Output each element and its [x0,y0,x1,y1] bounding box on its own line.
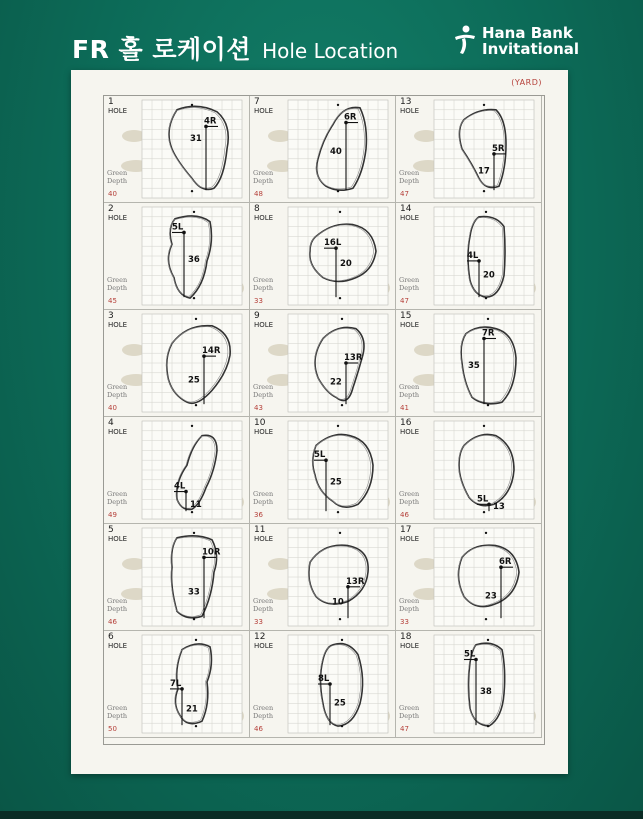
green-depth-value: 46 [108,618,117,626]
hole-card-9 [250,310,396,417]
hole-card-8 [250,203,396,310]
hole-label: HOLE [108,107,128,115]
hole-card-1 [104,96,250,203]
green-depth-value: 45 [108,297,117,305]
green-depth-label [253,490,273,506]
reference-point [483,104,485,106]
green-depth-word-1: Green [399,597,420,605]
hole-number: 11 [254,525,266,535]
green-depth-word-2: Depth [253,177,274,185]
green-depth-value: 43 [254,404,263,412]
green-grid [142,528,242,626]
reference-point [487,639,489,641]
reference-point [485,618,487,620]
reference-point [483,190,485,192]
hole-number: 8 [254,204,260,214]
hole-label: HOLE [254,642,274,650]
hole-label: HOLE [400,535,420,543]
pin-offset-label: 16L [324,238,342,249]
pin-offset-label: 5L [477,494,489,505]
green-depth-label [399,597,419,613]
hole-card-2 [104,203,250,310]
green-grid [434,100,534,198]
hole-number: 1 [108,97,114,107]
green-depth-label [399,276,419,292]
reference-point [191,511,193,513]
green-depth-label [107,383,127,399]
hole-label: HOLE [254,107,274,115]
hole-number: 16 [400,418,412,428]
pin-depth-label: 38 [480,686,492,697]
green-depth-value: 47 [400,297,409,305]
pin-offset-label: 13R [344,353,363,363]
hole-number: 3 [108,311,114,321]
reference-point [485,532,487,534]
pin-offset-label: 5R [492,143,505,154]
hole-label: HOLE [108,535,128,543]
reference-point [193,297,195,299]
pin-depth-label: 17 [478,166,490,177]
reference-point [341,404,343,406]
reference-point [485,297,487,299]
green-depth-value: 46 [254,725,263,733]
pin-offset-label: 4L [174,481,186,492]
reference-point [193,211,195,213]
hole-label: HOLE [400,107,420,115]
hole-card-3 [104,310,250,417]
pin-depth-label: 25 [334,698,346,709]
pin-offset-label: 8L [318,674,330,684]
hole-number: 18 [400,632,412,642]
green-depth-value: 47 [400,190,409,198]
green-depth-word-1: Green [107,276,128,284]
green-depth-label [253,597,273,613]
green-grid [288,635,388,733]
brand-logo [452,24,579,58]
reference-point [483,511,485,513]
green-depth-value: 41 [400,404,409,412]
hole-card-6 [104,631,250,738]
green-depth-label [253,169,273,185]
green-depth-word-2: Depth [399,391,420,399]
reference-point [339,297,341,299]
hole-label: HOLE [108,428,128,436]
hole-card-12 [250,631,396,738]
pin-offset-label: 7R [482,328,495,339]
pin-depth-label: 40 [330,146,342,157]
reference-point [193,532,195,534]
reference-point [193,618,195,620]
reference-point [339,532,341,534]
green-depth-word-2: Depth [399,605,420,613]
reference-point [341,639,343,641]
hana-bank-logo-icon [452,24,478,58]
green-depth-word-2: Depth [399,177,420,185]
green-depth-label [107,597,127,613]
brand-line-1: Hana Bank [482,24,573,42]
pin-depth-label: 23 [485,591,497,602]
green-depth-word-1: Green [107,704,128,712]
green-depth-word-2: Depth [253,284,274,292]
pin-depth-label: 21 [186,704,198,715]
pin-offset-label: 7L [170,678,182,689]
green-depth-word-2: Depth [107,498,128,506]
pin-depth-label: 25 [188,375,200,386]
green-depth-label [253,704,273,720]
green-depth-value: 40 [108,404,117,412]
hole-card-14 [396,203,542,310]
hole-card-18 [396,631,542,738]
page-title [72,30,398,66]
pin-offset-label: 14R [202,346,221,357]
pin-depth-label: 31 [190,134,202,145]
hole-label: HOLE [108,642,128,650]
pin-offset-label: 5L [314,450,326,461]
pin-depth-label: 25 [330,477,342,488]
green-depth-value: 40 [108,190,117,198]
reference-point [341,725,343,727]
reference-point [487,404,489,406]
hole-card-4 [104,417,250,524]
green-depth-label [107,490,127,506]
green-depth-word-2: Depth [253,605,274,613]
hole-number: 2 [108,204,114,214]
reference-point [195,725,197,727]
green-depth-value: 33 [400,618,409,626]
pin-depth-label: 36 [188,254,200,265]
green-depth-word-1: Green [107,169,128,177]
hole-label: HOLE [254,214,274,222]
green-depth-word-1: Green [253,704,274,712]
title-korean: FR 홀 로케이션 [72,35,251,64]
pin-offset-label: 6R [499,557,512,568]
pin-offset-label: 10R [202,547,221,558]
reference-point [195,404,197,406]
reference-point [195,639,197,641]
green-depth-label [399,490,419,506]
reference-point [191,425,193,427]
green-depth-word-1: Green [253,383,274,391]
green-grid [434,207,534,305]
pin-offset-label: 5L [464,649,476,660]
green-depth-word-1: Green [253,276,274,284]
green-depth-value: 36 [254,511,263,519]
hole-label: HOLE [108,214,128,222]
green-grid [434,635,534,733]
green-grid [142,635,242,733]
reference-point [337,104,339,106]
hole-label: HOLE [254,321,274,329]
reference-point [191,190,193,192]
green-depth-value: 47 [400,725,409,733]
reference-point [339,618,341,620]
hole-number: 6 [108,632,114,642]
hole-card-16 [396,417,542,524]
green-depth-word-2: Depth [399,498,420,506]
hole-number: 12 [254,632,266,642]
pin-depth-label: 22 [330,377,342,388]
green-depth-label [399,704,419,720]
green-depth-word-2: Depth [399,284,420,292]
hole-card-15 [396,310,542,417]
hole-label: HOLE [400,428,420,436]
hole-number: 17 [400,525,412,535]
green-depth-word-2: Depth [253,712,274,720]
brand-line-2: Invitational [482,40,580,58]
green-depth-value: 46 [400,511,409,519]
green-depth-word-1: Green [253,169,274,177]
green-depth-word-2: Depth [107,177,128,185]
green-grid [288,528,388,626]
reference-point [337,425,339,427]
green-depth-word-2: Depth [253,391,274,399]
hole-label: HOLE [254,535,274,543]
reference-point [483,425,485,427]
reference-point [487,318,489,320]
hole-number: 4 [108,418,114,428]
reference-point [485,211,487,213]
hole-card-10 [250,417,396,524]
pin-offset-label: 4R [204,116,217,127]
green-depth-word-1: Green [107,490,128,498]
hole-label: HOLE [400,321,420,329]
bottom-strip [0,811,643,819]
hole-card-7 [250,96,396,203]
green-depth-word-2: Depth [107,284,128,292]
reference-point [487,725,489,727]
pin-depth-label: 33 [188,587,200,598]
green-depth-word-1: Green [399,704,420,712]
pin-depth-label: 13 [493,502,505,513]
pin-depth-label: 35 [468,360,480,371]
reference-point [337,511,339,513]
green-depth-label [399,383,419,399]
hole-card-5 [104,524,250,631]
green-depth-word-2: Depth [253,498,274,506]
hole-number: 9 [254,311,260,321]
green-depth-word-1: Green [253,490,274,498]
green-depth-label [107,704,127,720]
green-depth-word-2: Depth [399,712,420,720]
hole-label: HOLE [108,321,128,329]
hole-card-11 [250,524,396,631]
hole-number: 7 [254,97,260,107]
hole-location-sheet [71,70,568,774]
hole-label: HOLE [400,642,420,650]
green-depth-label [399,169,419,185]
reference-point [337,190,339,192]
pin-depth-label: 20 [483,270,495,281]
hole-number: 10 [254,418,266,428]
hole-grid [103,95,545,745]
pin-offset-label: 6R [344,112,357,123]
green-depth-value: 48 [254,190,263,198]
green-depth-word-2: Depth [107,391,128,399]
green-depth-label [253,276,273,292]
pin-offset-label: 5L [172,222,184,233]
green-depth-word-1: Green [399,276,420,284]
hole-number: 15 [400,311,412,321]
green-depth-label [107,276,127,292]
green-depth-value: 49 [108,511,117,519]
pin-depth-label: 10 [332,597,344,608]
green-depth-label [253,383,273,399]
green-depth-word-1: Green [107,597,128,605]
hole-card-13 [396,96,542,203]
green-depth-word-1: Green [399,169,420,177]
reference-point [339,211,341,213]
reference-point [341,318,343,320]
title-english: Hole Location [262,39,399,63]
green-grid [434,528,534,626]
hole-label: HOLE [254,428,274,436]
green-depth-word-2: Depth [107,712,128,720]
green-depth-word-1: Green [107,383,128,391]
green-depth-value: 50 [108,725,117,733]
pin-depth-label: 20 [340,258,352,269]
pin-offset-label: 4L [467,250,479,261]
green-depth-value: 33 [254,618,263,626]
green-depth-word-1: Green [399,490,420,498]
reference-point [195,318,197,320]
green-depth-word-1: Green [399,383,420,391]
hole-card-17 [396,524,542,631]
hole-number: 14 [400,204,412,214]
hole-number: 13 [400,97,412,107]
hole-number: 5 [108,525,114,535]
pin-depth-label: 11 [190,500,202,511]
green-depth-value: 33 [254,297,263,305]
pin-offset-label: 13R [346,576,365,587]
unit-label: (YARD) [511,78,542,87]
green-depth-label [107,169,127,185]
green-depth-word-2: Depth [107,605,128,613]
reference-point [191,104,193,106]
hole-label: HOLE [400,214,420,222]
green-depth-word-1: Green [253,597,274,605]
